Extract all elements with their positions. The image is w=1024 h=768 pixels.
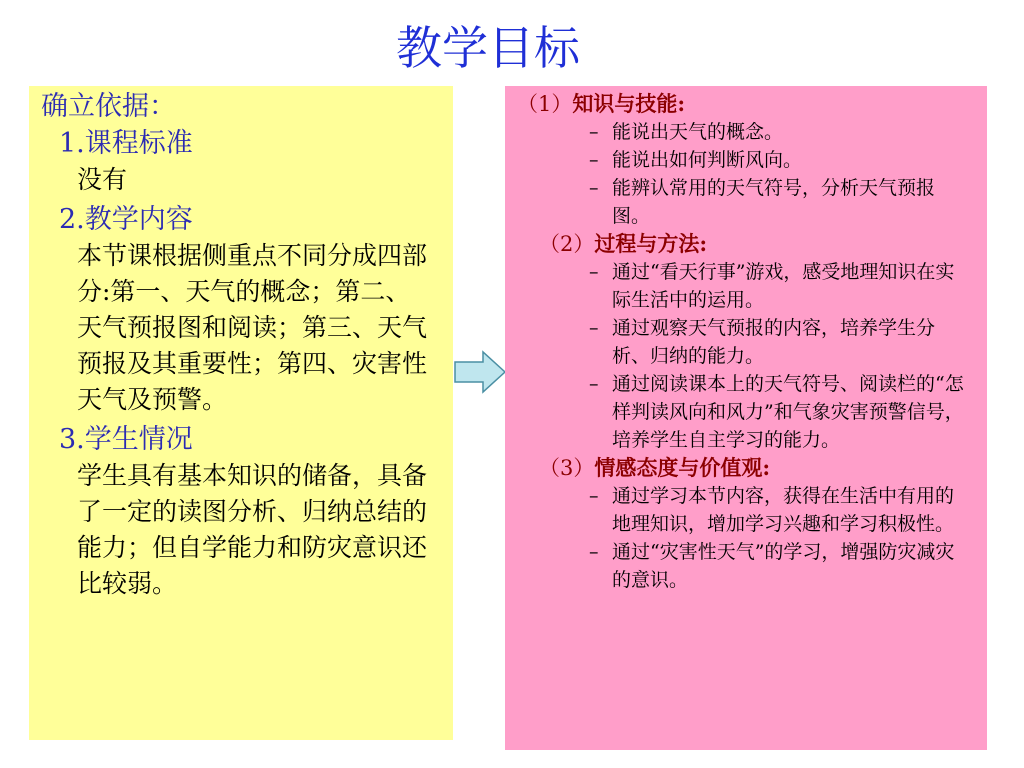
section-title-curriculum: 1.课程标准 [59, 128, 193, 159]
objectives-panel [505, 86, 987, 750]
objective-title-attitude [517, 454, 977, 482]
basis-heading: 确立依据： [41, 91, 176, 122]
objective-number: （1） [517, 92, 573, 116]
objective-title-process [517, 230, 977, 258]
section-body-curriculum: 没有 [77, 165, 128, 194]
section-body-content: 本节课根据侧重点不同分成四部分:第一、天气的概念；第二、天气预报图和阅读；第三、天气预报及其重要性；第四、灾害性天气及预警。 [77, 241, 428, 414]
list-item: – 能说出如何判断风向。 [517, 146, 977, 174]
list-item: – 能说出天气的概念。 [517, 118, 977, 146]
objective-number: （2） [539, 232, 595, 256]
objective-title-label: 情感态度与价值观: [594, 455, 771, 480]
list-item: – 通过“看天行事”游戏，感受地理知识在实际生活中的运用。 [517, 258, 977, 314]
objective-number: （3） [539, 456, 595, 480]
section-body-students: 学生具有基本知识的储备，具备了一定的读图分析、归纳总结的能力；但自学能力和防灾意识还比较弱。 [77, 461, 428, 598]
basis-panel [29, 86, 453, 740]
section-title-content: 2.教学内容 [59, 204, 193, 235]
objective-title-label: 知识与技能: [572, 91, 686, 116]
right-arrow-icon [453, 350, 507, 394]
list-item: – 通过阅读课本上的天气符号、阅读栏的“怎样判读风向和风力”和气象灾害预警信号，培养学生自主学习的能力。 [517, 370, 977, 454]
objective-title-knowledge [517, 90, 977, 118]
objective-title-label: 过程与方法: [594, 231, 708, 256]
page-title: 教学目标 [396, 21, 580, 75]
list-item: – 能辨认常用的天气符号，分析天气预报图。 [517, 174, 977, 230]
list-item: – 通过学习本节内容，获得在生活中有用的地理知识，增加学习兴趣和学习积极性。 [517, 482, 977, 538]
list-item: – 通过“灾害性天气”的学习，增强防灾减灾的意识。 [517, 538, 977, 594]
list-item: – 通过观察天气预报的内容，培养学生分析、归纳的能力。 [517, 314, 977, 370]
section-title-students: 3.学生情况 [59, 424, 193, 455]
